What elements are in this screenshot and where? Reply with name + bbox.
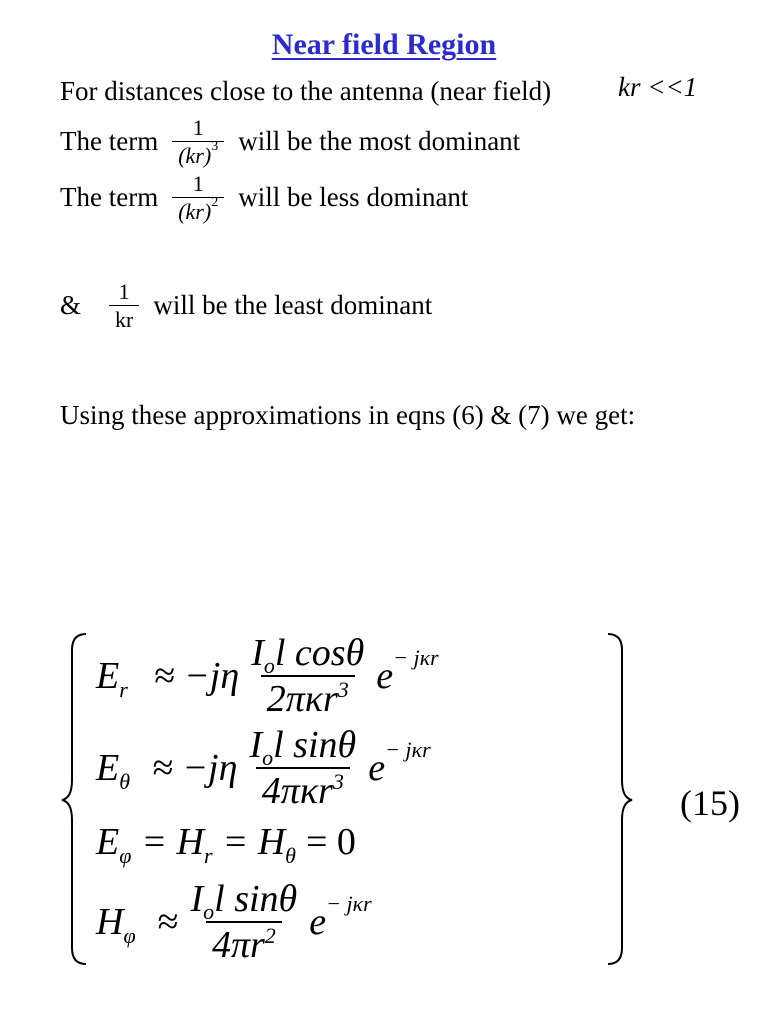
- approximation-text: Using these approximations in eqns (6) & (7) we get:: [60, 400, 636, 430]
- hphi-num-i: I: [190, 878, 204, 920]
- er-lhs: E: [96, 655, 120, 697]
- er-exp: − jκr: [393, 645, 439, 670]
- term-linear-suffix: will be the least dominant: [153, 290, 433, 321]
- hphi-den-exp: 2: [264, 923, 276, 948]
- term-squared-den-base: (kr): [178, 199, 212, 225]
- etheta-op: ≈ −jη: [152, 747, 238, 789]
- hphi-exp-base: e: [309, 901, 327, 943]
- term-squared-line: [60, 172, 468, 223]
- term-squared-suffix: will be less dominant: [238, 182, 469, 213]
- er-den-exp: 3: [337, 677, 349, 702]
- hphi-numerator: [184, 878, 303, 924]
- er-num-rest: l cosθ: [274, 632, 365, 674]
- etheta-den-exp: 3: [332, 769, 344, 794]
- etheta-denominator: [256, 767, 350, 810]
- hphi-denominator: [206, 921, 282, 964]
- er-num-i: I: [251, 632, 264, 674]
- ephi-sub-b: r: [203, 843, 213, 868]
- right-brace: [608, 634, 632, 964]
- er-den: 2πκr: [266, 678, 338, 720]
- term-cubed-den-base: (kr): [178, 143, 212, 169]
- hphi-lhs: H: [96, 901, 124, 943]
- ephi-b: = H: [141, 821, 204, 863]
- etheta-num-rest: l sinθ: [273, 724, 357, 766]
- hphi-lhs-sub: φ: [123, 923, 136, 948]
- er-fraction: [245, 634, 370, 718]
- equation-etheta: [96, 726, 431, 810]
- term-cubed-fraction: [172, 116, 224, 167]
- term-cubed-suffix: will be the most dominant: [238, 126, 521, 157]
- er-lhs-sub: r: [119, 677, 128, 702]
- term-squared-denominator: [172, 197, 224, 223]
- near-field-condition: kr <<1: [618, 72, 698, 102]
- etheta-den: 4πκr: [261, 770, 333, 812]
- term-squared-prefix: The term: [60, 182, 159, 213]
- etheta-lhs-sub: θ: [119, 769, 131, 794]
- hphi-den: 4πr: [211, 924, 265, 966]
- term-linear-line: [60, 280, 432, 331]
- term-squared-numerator: 1: [192, 171, 204, 196]
- ephi-c: = H: [222, 821, 286, 863]
- term-cubed-denominator: [172, 141, 224, 167]
- term-squared-exponent: 2: [211, 195, 219, 211]
- approximation-line: [60, 400, 635, 431]
- er-num-sub: o: [263, 653, 275, 678]
- er-denominator: [261, 675, 355, 718]
- etheta-fraction: [243, 726, 362, 810]
- term-linear-denominator: kr: [109, 305, 139, 331]
- er-exp-base: e: [376, 655, 394, 697]
- etheta-exp-base: e: [368, 747, 386, 789]
- hphi-num-sub: o: [203, 899, 215, 924]
- equation-block: [58, 630, 738, 970]
- ephi-sub-a: φ: [119, 843, 132, 868]
- equation-er: [96, 634, 439, 718]
- etheta-lhs: E: [96, 747, 120, 789]
- equation-hphi: [96, 880, 372, 964]
- ephi-a: E: [96, 821, 120, 863]
- term-cubed-numerator: 1: [192, 115, 204, 140]
- term-cubed-exponent: 3: [211, 139, 219, 155]
- etheta-numerator: [243, 724, 362, 770]
- term-squared-fraction: [172, 172, 224, 223]
- etheta-num-i: I: [249, 724, 263, 766]
- hphi-num-rest: l sinθ: [214, 878, 298, 920]
- intro-text: For distances close to the antenna (near field): [60, 76, 552, 106]
- term-linear-numerator: 1: [118, 279, 130, 304]
- etheta-num-sub: o: [262, 745, 274, 770]
- term-cubed-line: [60, 116, 520, 167]
- hphi-op: ≈: [157, 901, 179, 943]
- equation-zero-fields: [96, 820, 356, 868]
- near-field-intro: [60, 76, 551, 107]
- ephi-d: = 0: [305, 821, 356, 863]
- er-op: ≈ −jη: [153, 655, 240, 697]
- term-cubed-prefix: The term: [60, 126, 159, 157]
- ephi-sub-c: θ: [285, 843, 296, 868]
- term-linear-prefix: &: [60, 290, 82, 321]
- etheta-exp: − jκr: [385, 737, 431, 762]
- term-linear-fraction: [109, 280, 139, 331]
- hphi-fraction: [184, 880, 303, 964]
- equation-number: (15): [680, 783, 740, 823]
- er-numerator: [245, 632, 370, 678]
- hphi-exp: − jκr: [326, 891, 372, 916]
- left-brace: [62, 634, 86, 964]
- page-title: Near field Region: [271, 28, 497, 61]
